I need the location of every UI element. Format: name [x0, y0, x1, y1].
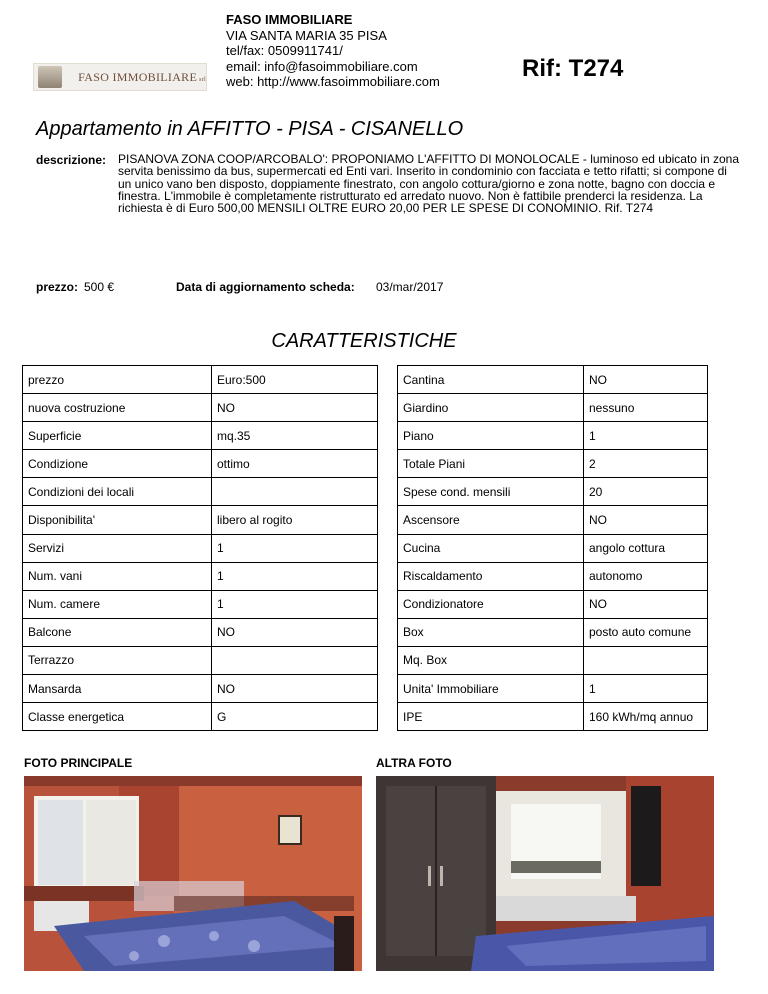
feature-value: nessuno: [584, 394, 708, 422]
listing-reference: Rif: T274: [522, 55, 624, 82]
feature-value: NO: [584, 366, 708, 394]
feature-value: posto auto comune: [584, 618, 708, 646]
agency-contact-block: [226, 12, 440, 90]
features-row: [23, 618, 708, 646]
logo-emblem-icon: [38, 66, 62, 88]
features-row: [23, 366, 708, 394]
features-row: [23, 422, 708, 450]
column-gap: [378, 646, 398, 674]
feature-label: Mansarda: [23, 675, 212, 703]
agency-logo: [33, 63, 207, 91]
listing-title: Appartamento in AFFITTO - PISA - CISANELLO: [36, 118, 464, 140]
feature-value: [212, 478, 378, 506]
feature-label: Servizi: [23, 534, 212, 562]
price-label: prezzo:: [36, 280, 78, 294]
update-date-value: 03/mar/2017: [376, 280, 444, 294]
features-row: [23, 675, 708, 703]
feature-label: IPE: [398, 703, 584, 731]
feature-label: Classe energetica: [23, 703, 212, 731]
column-gap: [378, 590, 398, 618]
agency-phone: tel/fax: 0509911741/: [226, 43, 343, 58]
feature-label: Unita' Immobiliare: [398, 675, 584, 703]
feature-value: G: [212, 703, 378, 731]
feature-value: 20: [584, 478, 708, 506]
feature-value: angolo cottura: [584, 534, 708, 562]
feature-label: Totale Piani: [398, 450, 584, 478]
agency-address: VIA SANTA MARIA 35 PISA: [226, 27, 387, 43]
feature-label: Condizioni dei locali: [23, 478, 212, 506]
price-value: 500 €: [84, 280, 115, 294]
feature-label: Superficie: [23, 422, 212, 450]
feature-value: Euro:500: [212, 366, 378, 394]
feature-value: 1: [212, 534, 378, 562]
feature-value: 1: [212, 562, 378, 590]
column-gap: [378, 703, 398, 731]
feature-value: 1: [584, 675, 708, 703]
feature-value: NO: [212, 394, 378, 422]
feature-label: Condizione: [23, 450, 212, 478]
description-label: descrizione:: [36, 153, 107, 167]
feature-value: NO: [584, 590, 708, 618]
feature-value: 1: [584, 422, 708, 450]
column-gap: [378, 394, 398, 422]
features-row: [23, 506, 708, 534]
agency-email[interactable]: email: info@fasoimmobiliare.com: [226, 58, 418, 74]
feature-label: Box: [398, 618, 584, 646]
feature-label: Num. camere: [23, 590, 212, 618]
features-row: [23, 450, 708, 478]
feature-value: 1: [212, 590, 378, 618]
column-gap: [378, 618, 398, 646]
feature-value: NO: [584, 506, 708, 534]
feature-value: 2: [584, 450, 708, 478]
features-row: [23, 590, 708, 618]
feature-value: ottimo: [212, 450, 378, 478]
column-gap: [378, 675, 398, 703]
other-photo-label: ALTRA FOTO: [376, 756, 452, 770]
features-heading: CARATTERISTICHE: [271, 330, 457, 352]
column-gap: [378, 478, 398, 506]
main-photo-label: FOTO PRINCIPALE: [24, 756, 133, 770]
feature-label: Num. vani: [23, 562, 212, 590]
feature-label: Riscaldamento: [398, 562, 584, 590]
features-row: [23, 703, 708, 731]
feature-value: autonomo: [584, 562, 708, 590]
column-gap: [378, 450, 398, 478]
feature-label: Balcone: [23, 618, 212, 646]
feature-label: Cantina: [398, 366, 584, 394]
price-block: [36, 280, 114, 294]
feature-label: Disponibilita': [23, 506, 212, 534]
feature-value: NO: [212, 675, 378, 703]
feature-label: Piano: [398, 422, 584, 450]
feature-label: Spese cond. mensili: [398, 478, 584, 506]
feature-value: mq.35: [212, 422, 378, 450]
column-gap: [378, 506, 398, 534]
feature-value: [212, 646, 378, 674]
feature-value: NO: [212, 618, 378, 646]
other-photo[interactable]: [376, 776, 714, 971]
column-gap: [378, 534, 398, 562]
column-gap: [378, 366, 398, 394]
feature-label: Giardino: [398, 394, 584, 422]
column-gap: [378, 422, 398, 450]
logo-text: FASO IMMOBILIARE srl: [78, 69, 206, 84]
features-row: [23, 394, 708, 422]
main-photo[interactable]: [24, 776, 362, 971]
features-row: [23, 562, 708, 590]
features-row: [23, 534, 708, 562]
features-row: [23, 478, 708, 506]
update-date-label: Data di aggiornamento scheda:: [176, 280, 355, 294]
agency-name: FASO IMMOBILIARE: [226, 12, 353, 27]
feature-value: [584, 646, 708, 674]
feature-label: Cucina: [398, 534, 584, 562]
agency-website[interactable]: web: http://www.fasoimmobiliare.com: [226, 74, 440, 89]
feature-value: 160 kWh/mq annuo: [584, 703, 708, 731]
features-table: [22, 365, 708, 731]
column-gap: [378, 562, 398, 590]
feature-label: nuova costruzione: [23, 394, 212, 422]
feature-label: Mq. Box: [398, 646, 584, 674]
feature-label: Terrazzo: [23, 646, 212, 674]
feature-label: Ascensore: [398, 506, 584, 534]
feature-value: libero al rogito: [212, 506, 378, 534]
features-row: [23, 646, 708, 674]
description-text: PISANOVA ZONA COOP/ARCOBALO': PROPONIAMO L'AFFITTO DI MONOLOCALE - luminoso ed ubicato in zona servita benissimo da bus, supermercati ed Enti vari. Inserito in condominio con facciata e tetto rifatti; si compone di un unico vano ben disposto, doppiamente finestrato, con angolo cottura/giorno e zona notte, bagno con doccia e finestra. L'immobile è completamente ristrutturato ed arredato nuovo. Non è fattibile prenderci la residenza. La richiesta è di Euro 500,00 MENSILI OLTRE EURO 20,00 PER LE SPESE DI CONOMINIO. Rif. T274: [118, 152, 739, 216]
feature-label: Condizionatore: [398, 590, 584, 618]
feature-label: prezzo: [23, 366, 212, 394]
